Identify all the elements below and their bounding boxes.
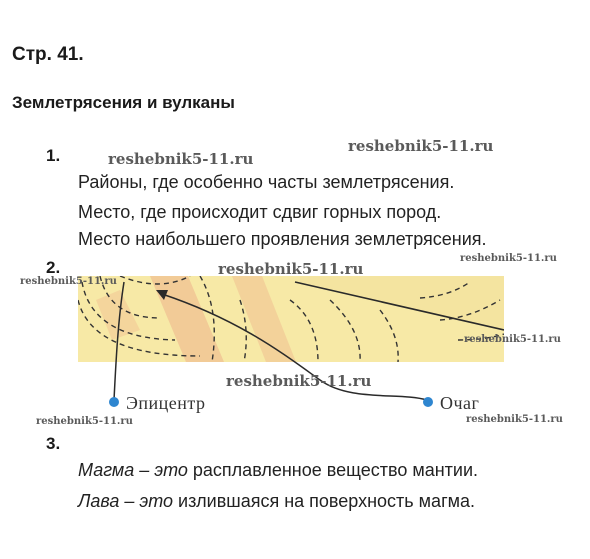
definition-magma: расплавленное вещество мантии.: [192, 460, 479, 480]
watermark: reshebnik5-11.ru: [36, 416, 133, 427]
task-3-line-1: [78, 460, 478, 481]
task-1-answer-2: Место, где происходит сдвиг горных пород.: [78, 202, 442, 222]
page-number: Стр. 41.: [12, 44, 84, 65]
dash-1: – это: [134, 460, 193, 480]
definition-lava: излившаяся на поверхность магма.: [178, 491, 476, 511]
task-3-number: 3.: [46, 434, 61, 453]
watermark: reshebnik5-11.ru: [108, 150, 254, 168]
task-1-answer-1: Районы, где особенно часты землетрясения.: [78, 172, 455, 192]
watermark: reshebnik5-11.ru: [464, 334, 561, 345]
dash-2: – это: [119, 491, 179, 511]
epicenter-marker: [109, 397, 119, 407]
focus-marker: [423, 397, 433, 407]
term-magma: Магма: [78, 460, 135, 480]
watermark: reshebnik5-11.ru: [466, 414, 563, 425]
watermark: reshebnik5-11.ru: [226, 372, 372, 390]
section-title: Землетрясения и вулканы: [12, 93, 235, 112]
task-3-line-2: [78, 491, 475, 512]
task-1-number: 1.: [46, 146, 61, 165]
watermark: reshebnik5-11.ru: [460, 253, 557, 264]
watermark: reshebnik5-11.ru: [348, 137, 494, 155]
watermark: reshebnik5-11.ru: [218, 260, 364, 278]
task-1-answer-3: Место наибольшего проявления землетрясения.: [78, 229, 487, 249]
task-2-number: 2.: [46, 258, 61, 277]
term-lava: Лава: [78, 491, 120, 511]
watermark: reshebnik5-11.ru: [20, 276, 117, 287]
epicenter-label: Эпицентр: [126, 393, 206, 413]
focus-label: Очаг: [440, 393, 480, 413]
